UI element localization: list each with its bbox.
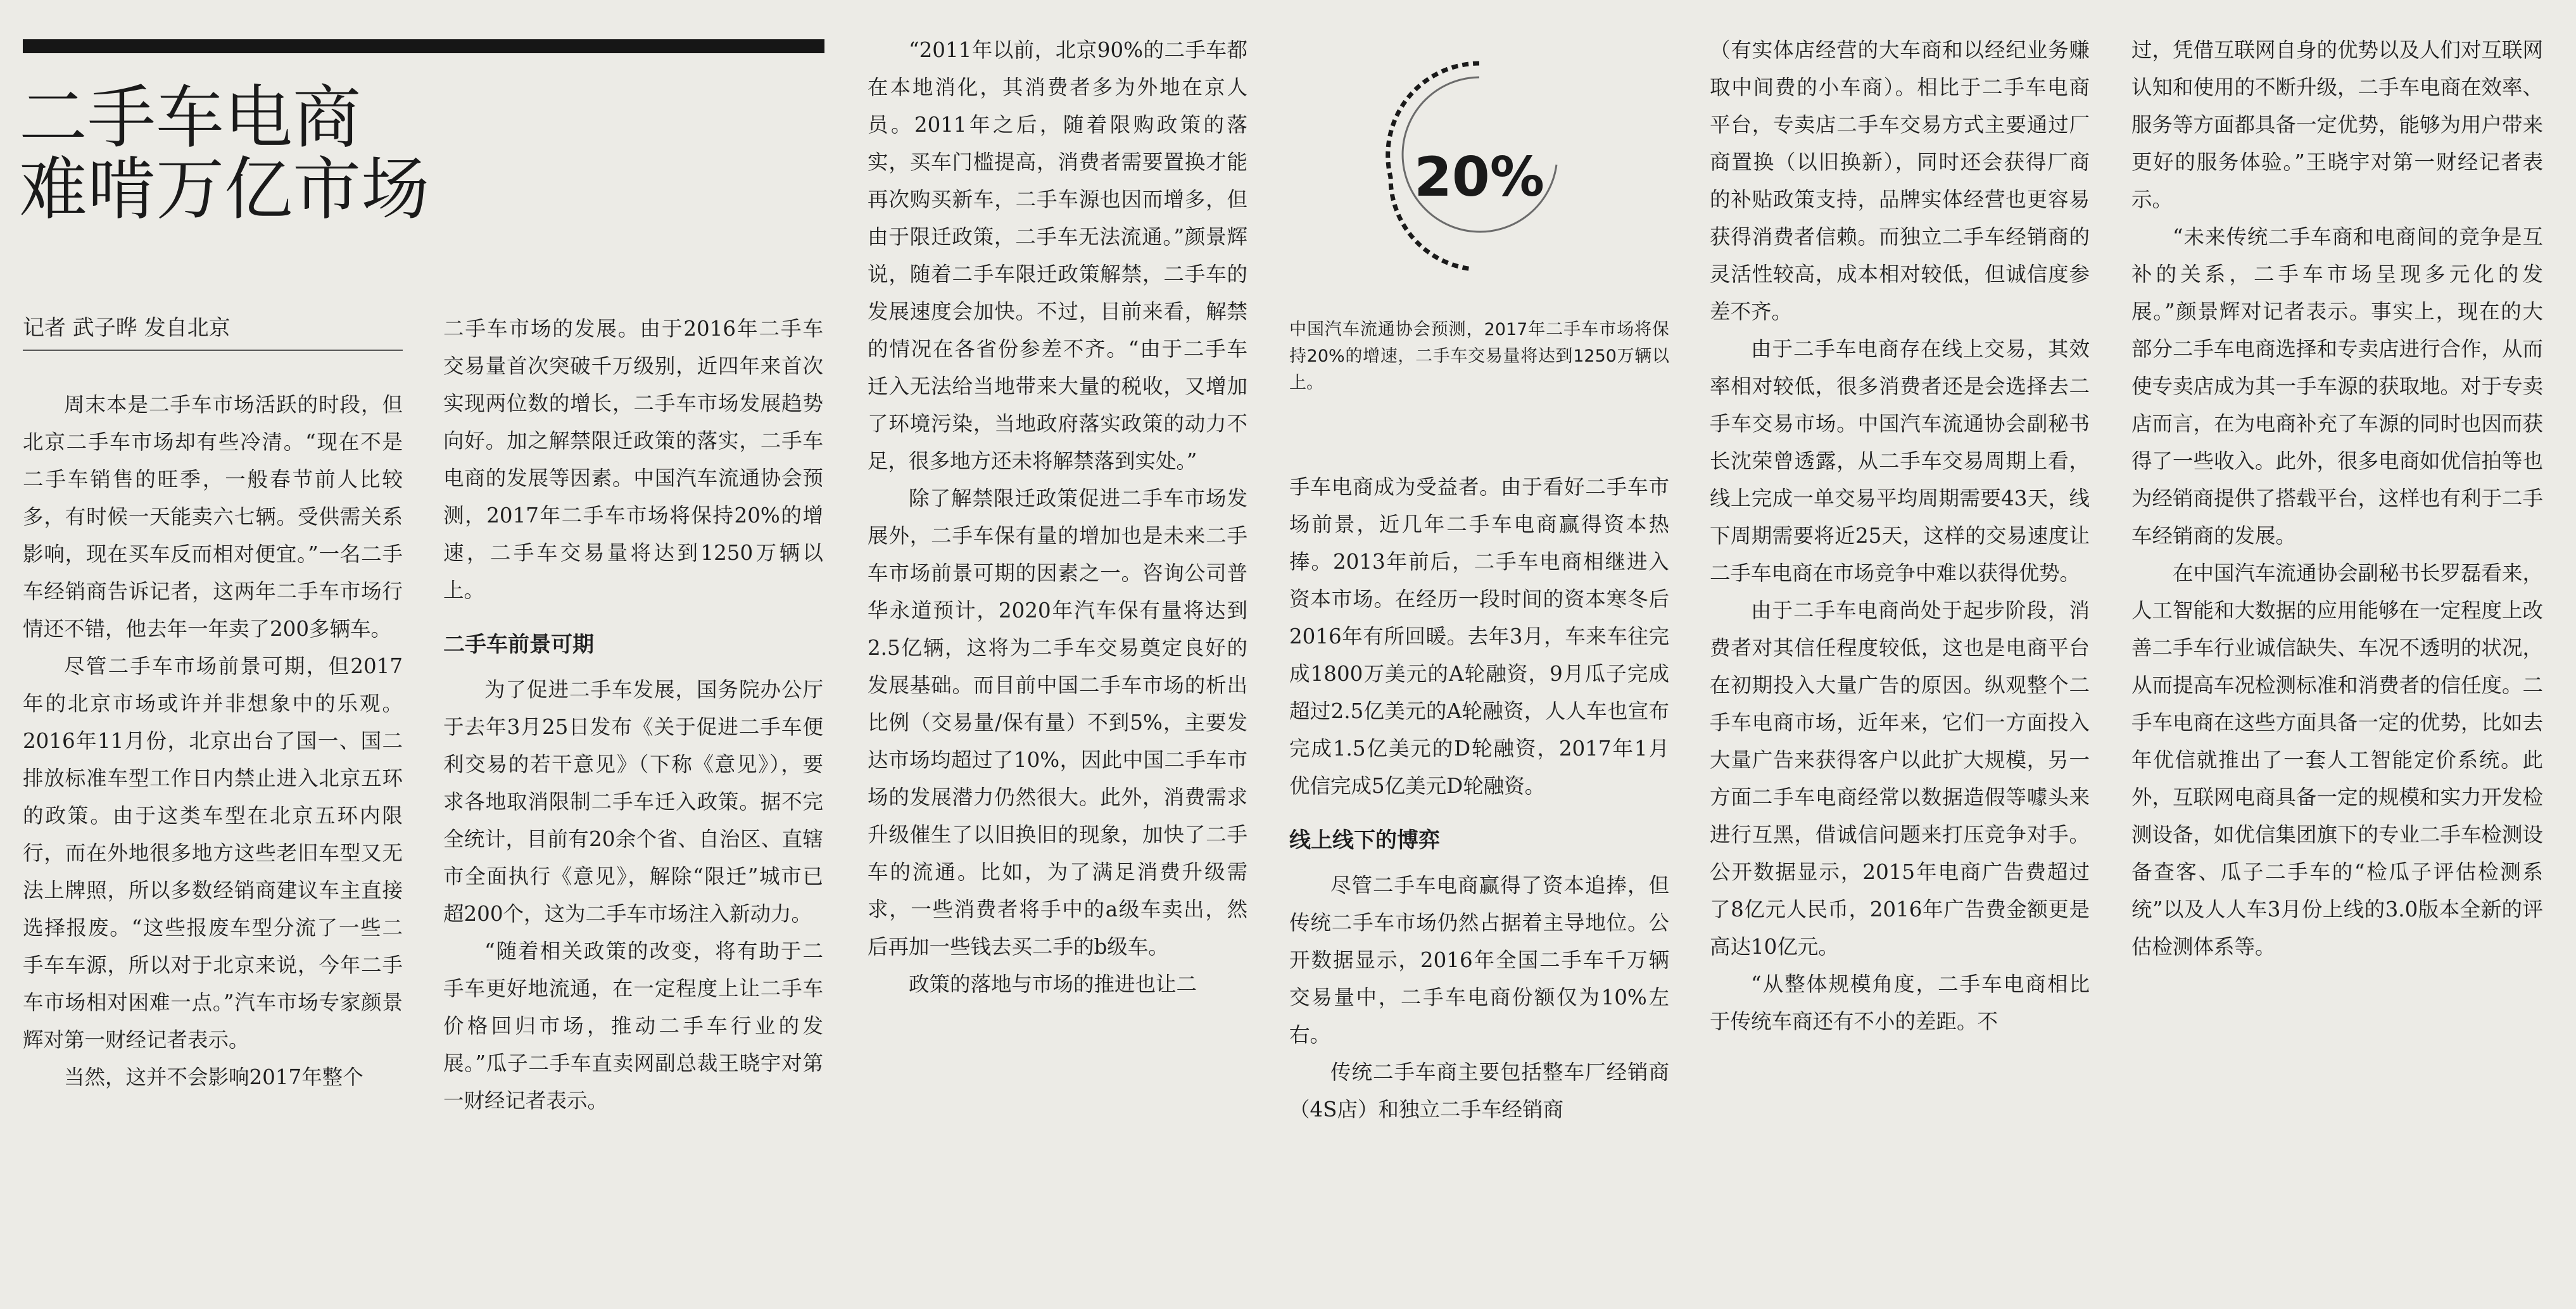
paragraph: 由于二手车电商存在线上交易，其效率相对较低，很多消费者还是会选择去二手车交易市场。中国汽车流通协会副秘书长沈荣曾透露，从二手车交易周期上看，线上完成一单交易平均周期需要43天，线下周期需要将近25天，这样的交易速度让二手车电商在市场竞争中难以获得优势。 [1710, 337, 2090, 585]
paragraph: 由于二手车电商尚处于起步阶段，消费者对其信任程度较低，这也是电商平台在初期投入大量广告的原因。纵观整个二手车电商市场，近年来，它们一方面投入大量广告来获得客户以此扩大规模，另一方面二手车电商经常以数据造假等噱头来进行互黑，借诚信问题来打压竞争对手。公开数据显示，2015年电商广告费超过了8亿元人民币，2016年广告费金额更是高达10亿元。 [1710, 598, 2090, 959]
paragraph: 尽管二手车市场前景可期，但2017年的北京市场或许并非想象中的乐观。2016年11月份，北京出台了国一、国二排放标准车型工作日内禁止进入北京五环的政策。由于这类车型在北京五环内限行，而在外地很多地方这些老旧车型又无法上牌照，所以多数经销商建议车主直接选择报废。“这些报废车型分流了一些二手车车源，所以对于北京来说，今年二手车市场相对困难一点。”汽车市场专家颜景辉对第一财经记者表示。 [23, 654, 403, 1052]
headline-rule [23, 39, 824, 53]
paragraph: 政策的落地与市场的推进也让二 [909, 972, 1197, 996]
paragraph: 尽管二手车电商赢得了资本追捧，但传统二手车市场仍然占据着主导地位。公开数据显示，2016年全国二手车千万辆交易量中，二手车电商份额仅为10%左右。 [1289, 873, 1669, 1047]
paragraph: 传统二手车商主要包括整车厂经销商（4S店）和独立二手车经销商 [1289, 1060, 1669, 1122]
column-6 [2131, 32, 2543, 1298]
paragraph: “未来传统二手车商和电商间的竞争是互补的关系，二手车市场呈现多元化的发展。”颜景辉对记者表示。事实上，现在的大部分二手车电商选择和专卖店进行合作，从而使专卖店成为其一手车源的获取地。对于专卖店而言，在为电商补充了车源的同时也因而获得了一些收入。此外，很多电商如优信拍等也为经销商提供了搭载平台，这样也有利于二手车经销商的发展。 [2131, 225, 2543, 548]
headline-line-2: 难啃万亿市场 [19, 150, 430, 230]
paragraph: 为了促进二手车发展，国务院办公厅于去年3月25日发布《关于促进二手车便利交易的若干意见》（下称《意见》），要求各地取消限制二手车迁入政策。据不完全统计，目前有20余个省、自治区、直辖市全面执行《意见》，解除“限迁”城市已超200个，这为二手车市场注入新动力。 [443, 678, 823, 926]
paragraph: “随着相关政策的改变，将有助于二手车更好地流通，在一定程度上让二手车价格回归市场，推动二手车行业的发展。”瓜子二手车直卖网副总裁王晓宇对第一财经记者表示。 [443, 939, 823, 1113]
section-heading: 二手车前景可期 [443, 632, 594, 657]
stat-value: 20% [1414, 146, 1544, 209]
paragraph: “从整体规模角度，二手车电商相比于传统车商还有不小的差距。不 [1710, 972, 2090, 1034]
column-1 [23, 386, 403, 1298]
paragraph: “2011年以前，北京90%的二手车都在本地消化，其消费者多为外地在京人员。2011年之后，随着限购政策的落实，买车门槛提高，消费者需要置换才能再次购买新车，二手车源也因而增多，但由于限迁政策，二手车无法流通。”颜景辉说，随着二手车限迁政策解禁，二手车的发展速度会加快。不过，目前来看，解禁的情况在各省份参差不齐。“由于二手车迁入无法给当地带来大量的税收，又增加了环境污染，当地政府落实政策的动力不足，很多地方还未将解禁落到实处。” [868, 38, 1247, 473]
paragraph: 二手车市场的发展。由于2016年二手车交易量首次突破千万级别，近四年来首次实现两位数的增长，二手车市场发展趋势向好。加之解禁限迁政策的落实，二手车电商的发展等因素。中国汽车流通协会预测，2017年二手车市场将保持20%的增速，二手车交易量将达到1250万辆以上。 [443, 317, 823, 602]
column-2 [443, 310, 823, 1298]
column-5 [1710, 32, 2090, 1298]
paragraph: （有实体店经营的大车商和以经纪业务赚取中间费的小车商）。相比于二手车电商平台，专卖店二手车交易方式主要通过厂商置换（以旧换新），同时还会获得厂商的补贴政策支持，品牌实体经营也更容易获得消费者信赖。而独立二手车经销商的灵活性较高，成本相对较低，但诚信度参差不齐。 [1710, 38, 2090, 324]
paragraph: 在中国汽车流通协会副秘书长罗磊看来，人工智能和大数据的应用能够在一定程度上改善二手车行业诚信缺失、车况不透明的状况，从而提高车况检测标准和消费者的信任度。二手车电商在这些方面具备一定的优势，比如去年优信就推出了一套人工智能定价系统。此外，互联网电商具备一定的规模和实力开发检测设备，如优信集团旗下的专业二手车检测设备查客、瓜子二手车的“检瓜子评估检测系统”以及人人车3月份上线的3.0版本全新的评估检测体系等。 [2131, 561, 2543, 959]
byline: 记者 武子晔 发自北京 [23, 315, 403, 351]
headline [19, 79, 817, 230]
paragraph: 手车电商成为受益者。由于看好二手车市场前景，近几年二手车电商赢得资本热捧。2013年前后，二手车电商相继进入资本市场。在经历一段时间的资本寒冬后2016年有所回暖。去年3月，车来车往完成1800万美元的A轮融资，9月瓜子完成超过2.5亿美元的A轮融资，人人车也宣布完成1.5亿美元的D轮融资，2017年1月优信完成5亿美元D轮融资。 [1289, 475, 1669, 798]
stat-caption: 中国汽车流通协会预测，2017年二手车市场将保持20%的增速，二手车交易量将达到1250万辆以上。 [1289, 320, 1669, 393]
paragraph: 除了解禁限迁政策促进二手车市场发展外，二手车保有量的增加也是未来二手车市场前景可期的因素之一。咨询公司普华永道预计，2020年汽车保有量将达到2.5亿辆，这将为二手车交易奠定良好的发展基础。而目前中国二手车市场的析出比例（交易量/保有量）不到5%，主要发达市场均超过了10%，因此中国二手车市场的发展潜力仍然很大。此外，消费需求升级催生了以旧换旧的现象，加快了二手车的流通。比如，为了满足消费升级需求，一些消费者将手中的a级车卖出，然后再加一些钱去买二手的b级车。 [868, 486, 1247, 959]
paragraph: 过，凭借互联网自身的优势以及人们对互联网认知和使用的不断升级，二手车电商在效率、服务等方面都具备一定优势，能够为用户带来更好的服务体验。”王晓宇对第一财经记者表示。 [2131, 38, 2543, 212]
headline-line-1: 二手车电商 [19, 79, 362, 158]
column-4 [1289, 469, 1669, 1298]
paragraph: 周末本是二手车市场活跃的时段，但北京二手车市场却有些冷清。“现在不是二手车销售的旺季，一般春节前人比较多，有时候一天能卖六七辆。受供需关系影响，现在买车反而相对便宜。”一名二手车经销商告诉记者，这两年二手车市场行情还不错，他去年一年卖了200多辆车。 [23, 393, 403, 641]
stat-graphic [1289, 32, 1669, 329]
column-3 [868, 32, 1247, 1298]
section-heading: 线上线下的博弈 [1289, 828, 1440, 853]
paragraph: 当然，这并不会影响2017年整个 [64, 1065, 363, 1089]
